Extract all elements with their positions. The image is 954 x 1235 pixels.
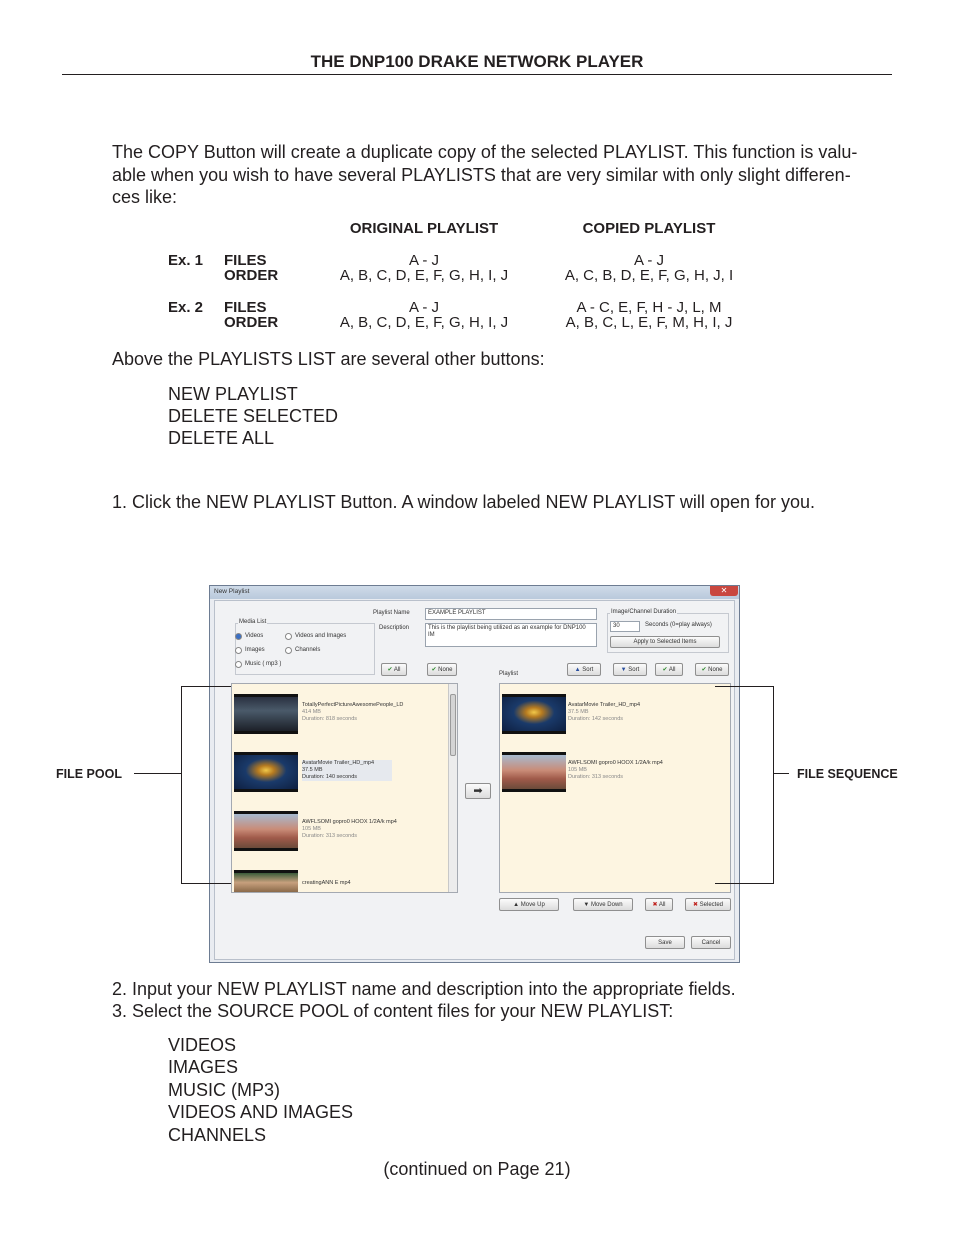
item-duration: Duration: 818 seconds	[302, 716, 358, 722]
buttons-intro: Above the PLAYLISTS LIST are several other buttons:	[112, 349, 545, 369]
item-name: AvatarMovie Trailer_HD_mp4	[302, 760, 375, 766]
duration-unit: Seconds (0=play always)	[645, 622, 712, 628]
source-list-item: CHANNELS	[168, 1125, 267, 1145]
item-name: AWFLSOMI gopro0 HOOX 1/2A/k mp4	[568, 760, 663, 766]
button-list-item: NEW PLAYLIST	[168, 384, 298, 404]
button-label: Sort	[582, 667, 594, 673]
source-list-item: IMAGES	[168, 1057, 239, 1077]
original-playlist-header: ORIGINAL PLAYLIST	[349, 220, 499, 237]
list-item[interactable]	[568, 760, 708, 781]
item-size: 37.5 MB	[302, 767, 323, 773]
check-icon: ✔	[387, 667, 393, 673]
radio-music[interactable]	[235, 661, 242, 668]
check-icon: ✔	[431, 667, 437, 673]
button-label: Sort	[628, 667, 640, 673]
source-list-item: VIDEOS AND IMAGES	[168, 1102, 354, 1122]
video-thumbnail	[234, 752, 298, 792]
playlist-select-none-button[interactable]	[695, 663, 729, 676]
item-name: creatingANN E mp4	[302, 880, 351, 886]
radio-label: Channels	[295, 647, 321, 653]
file-pool-callout: FILE POOL	[56, 767, 122, 781]
sort-descending-button[interactable]	[613, 663, 647, 676]
window-content	[214, 600, 735, 960]
radio-videos-and-images[interactable]	[285, 633, 292, 640]
original-files: A - J	[408, 252, 439, 269]
file-pool-pane[interactable]	[231, 683, 458, 893]
item-name: TotallyPerfectPictureAwesomePeople_LD	[302, 702, 404, 708]
playlist-name-label: Playlist Name	[373, 610, 410, 616]
button-label: Move Down	[590, 902, 623, 908]
item-size: 414 MB	[302, 709, 321, 715]
pool-select-none-button[interactable]	[427, 663, 457, 676]
copied-order: A, C, B, D, E, F, G, H, J, I	[564, 267, 734, 284]
arrow-right-icon: ➡	[473, 785, 483, 797]
triangle-down-icon: ▼	[583, 902, 590, 908]
source-list-item: VIDEOS	[168, 1035, 237, 1055]
list-item[interactable]	[568, 702, 708, 723]
header-rule	[62, 74, 892, 75]
window-title: New Playlist	[214, 588, 250, 595]
cancel-button[interactable]: Cancel	[691, 936, 731, 949]
sort-ascending-button[interactable]	[567, 663, 601, 676]
playlist-select-all-button[interactable]	[655, 663, 683, 676]
radio-label: Images	[245, 647, 265, 653]
item-duration: Duration: 142 seconds	[568, 716, 624, 722]
video-thumbnail	[502, 694, 566, 734]
button-label: Selected	[699, 902, 724, 908]
x-icon: ✖	[652, 902, 658, 908]
check-icon: ✔	[701, 667, 707, 673]
video-thumbnail	[234, 870, 298, 892]
callout-line	[134, 773, 182, 774]
item-duration: Duration: 140 seconds	[302, 774, 358, 780]
intro-line: able when you wish to have several PLAYLISTS that are very similar with only slight differen-	[112, 164, 851, 185]
button-label: All	[668, 667, 676, 673]
radio-channels[interactable]	[285, 647, 292, 654]
list-item[interactable]	[302, 819, 442, 840]
button-label: Move Up	[520, 902, 545, 908]
pool-scrollbar[interactable]	[448, 684, 457, 892]
triangle-up-icon: ▲	[574, 667, 581, 673]
description-input[interactable]: This is the playlist being utilized as an example for DNP100 IM	[425, 623, 597, 647]
playlist-name-input[interactable]: EXAMPLE PLAYLIST	[425, 608, 597, 620]
step-3: 3. Select the SOURCE POOL of content files for your NEW PLAYLIST:	[112, 1001, 674, 1021]
move-down-button[interactable]	[573, 898, 633, 911]
button-list-item: DELETE SELECTED	[168, 406, 339, 426]
page-header-title: THE DNP100 DRAKE NETWORK PLAYER	[310, 52, 644, 71]
intro-line: The COPY Button will create a duplicate copy of the selected PLAYLIST. This function is valu-	[112, 142, 858, 162]
video-thumbnail	[234, 694, 298, 734]
x-icon: ✖	[692, 902, 698, 908]
save-button[interactable]: Save	[645, 936, 685, 949]
example-label: Ex. 1	[168, 252, 204, 269]
item-duration: Duration: 313 seconds	[302, 833, 358, 839]
add-to-playlist-button[interactable]	[465, 783, 491, 799]
item-size: 105 MB	[568, 767, 587, 773]
playlist-label: Playlist	[499, 671, 519, 677]
copied-order: A, B, C, L, E, F, M, H, I, J	[565, 314, 733, 331]
original-files: A - J	[408, 299, 439, 316]
radio-videos[interactable]	[235, 633, 242, 640]
triangle-up-icon: ▲	[513, 902, 520, 908]
item-name: AvatarMovie Trailer_HD_mp4	[568, 702, 641, 708]
example-label: Ex. 2	[168, 299, 204, 316]
callout-bracket	[181, 686, 182, 884]
list-item[interactable]	[302, 760, 392, 781]
step-2: 2. Input your NEW PLAYLIST name and description into the appropriate fields.	[112, 979, 736, 999]
check-icon: ✔	[662, 667, 668, 673]
callout-bracket	[773, 686, 774, 884]
callout-bracket	[181, 686, 231, 687]
callout-bracket	[715, 883, 773, 884]
copied-files: A - J	[633, 252, 664, 269]
radio-label: Videos and Images	[295, 633, 347, 639]
radio-label: Music ( mp3 )	[245, 661, 282, 667]
triangle-down-icon: ▼	[620, 667, 627, 673]
button-label: All	[658, 902, 666, 908]
order-label: ORDER	[224, 314, 279, 331]
item-name: AWFLSOMI gopro0 HOOX 1/2A/k mp4	[302, 819, 397, 825]
apply-to-selected-button[interactable]: Apply to Selected Items	[610, 636, 720, 648]
new-playlist-window-screenshot	[209, 585, 740, 963]
duration-input[interactable]: 30	[610, 621, 640, 632]
description-label: Description	[379, 625, 410, 631]
duration-title: Image/Channel Duration	[611, 609, 677, 615]
media-list-title: Media List	[239, 619, 267, 625]
button-label: None	[708, 667, 723, 673]
files-label: FILES	[224, 252, 267, 269]
order-label: ORDER	[224, 267, 279, 284]
item-size: 37.5 MB	[568, 709, 589, 715]
list-item[interactable]	[302, 880, 442, 887]
file-sequence-callout: FILE SEQUENCE	[797, 767, 898, 781]
radio-label: Videos	[245, 633, 264, 639]
file-sequence-pane[interactable]	[499, 683, 731, 893]
intro-paragraph	[112, 141, 902, 209]
copied-playlist-header: COPIED PLAYLIST	[582, 220, 716, 237]
video-thumbnail	[502, 752, 566, 792]
button-label: All	[393, 667, 401, 673]
callout-line	[773, 773, 789, 774]
item-duration: Duration: 313 seconds	[568, 774, 624, 780]
step-1: 1. Click the NEW PLAYLIST Button. A window labeled NEW PLAYLIST will open for you.	[112, 492, 816, 512]
remove-selected-button[interactable]	[685, 898, 731, 911]
callout-bracket	[181, 883, 231, 884]
list-item[interactable]	[302, 702, 442, 723]
remove-all-button[interactable]	[645, 898, 673, 911]
window-titlebar	[210, 586, 739, 599]
original-order: A, B, C, D, E, F, G, H, I, J	[339, 314, 509, 331]
button-list-item: DELETE ALL	[168, 428, 275, 448]
pool-select-all-button[interactable]	[381, 663, 407, 676]
continued-note: (continued on Page 21)	[383, 1159, 571, 1179]
move-up-button[interactable]	[499, 898, 559, 911]
button-label: None	[438, 667, 453, 673]
copied-files: A - C, E, F, H - J, L, M	[576, 299, 722, 316]
video-thumbnail	[234, 811, 298, 851]
callout-bracket	[715, 686, 773, 687]
source-list-item: MUSIC (MP3)	[168, 1080, 280, 1100]
close-icon[interactable]: ✕	[710, 586, 738, 596]
intro-line: ces like:	[112, 187, 178, 207]
files-label: FILES	[224, 299, 267, 316]
item-size: 105 MB	[302, 826, 321, 832]
radio-images[interactable]	[235, 647, 242, 654]
original-order: A, B, C, D, E, F, G, H, I, J	[339, 267, 509, 284]
scrollbar-thumb[interactable]	[450, 694, 456, 756]
